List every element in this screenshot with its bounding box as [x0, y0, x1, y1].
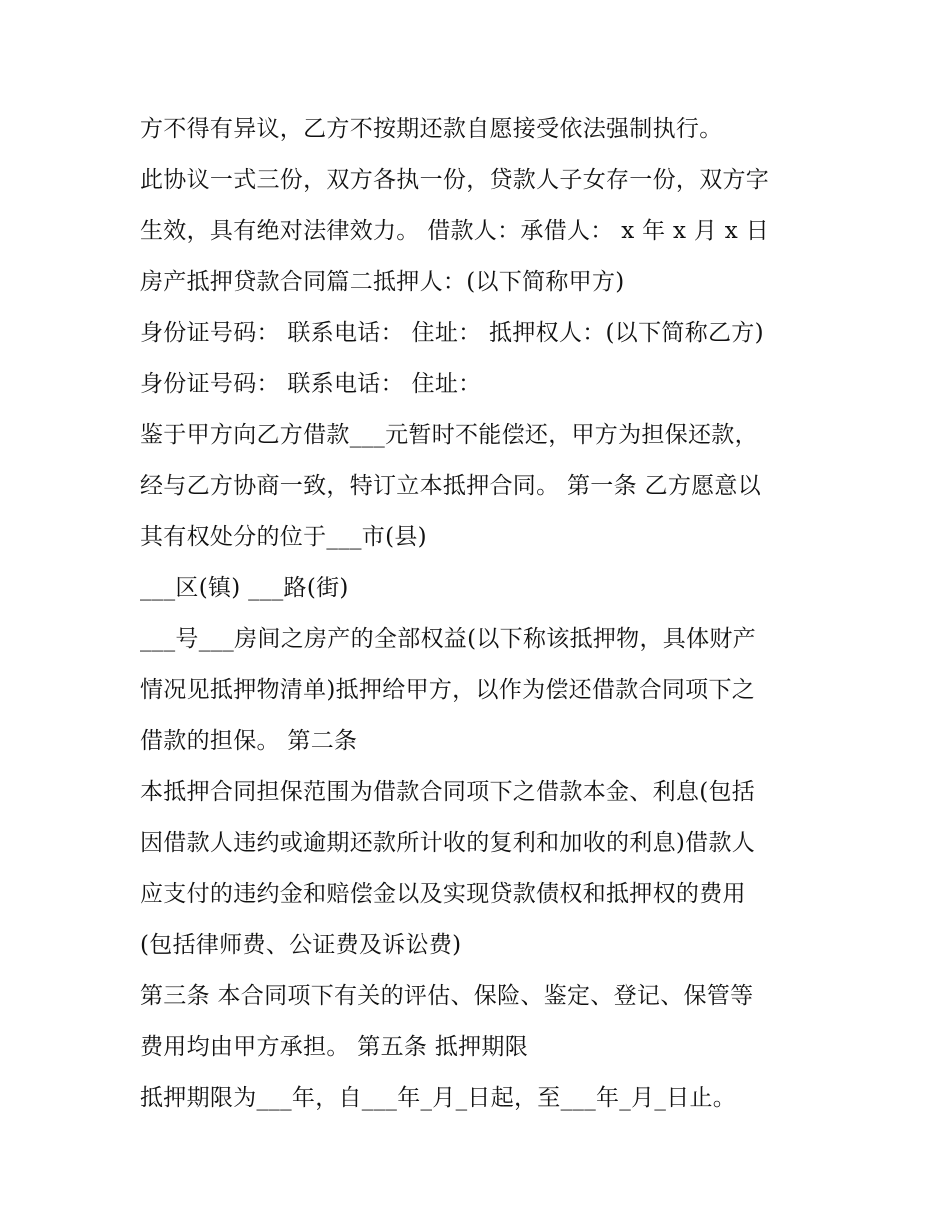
- section-heading-line: 房产抵押贷款合同篇二抵押人：(以下简称甲方): [140, 269, 625, 295]
- text-line: 情况见抵押物清单)抵押给甲方，以作为偿还借款合同项下之: [140, 677, 756, 703]
- text-line: 此协议一式三份，双方各执一份，贷款人子女存一份，双方字: [140, 167, 770, 193]
- text-line: 经与乙方协商一致，特订立本抵押合同。 第一条 乙方愿意以: [140, 473, 762, 499]
- text-line: 生效，具有绝对法律效力。 借款人：承借人： x 年 x 月 x 日: [140, 218, 769, 244]
- text-line: 抵押期限为___年，自___年_月_日起，至___年_月_日止。: [140, 1085, 737, 1111]
- text-line: 方不得有异议，乙方不按期还款自愿接受依法强制执行。: [140, 116, 723, 142]
- text-line: 因借款人违约或逾期还款所计收的复利和加收的利息)借款人: [140, 830, 756, 856]
- text-line: 鉴于甲方向乙方借款___元暂时不能偿还，甲方为担保还款，: [140, 422, 758, 448]
- text-line: 第三条 本合同项下有关的评估、保险、鉴定、登记、保管等: [140, 983, 754, 1009]
- text-line: 借款的担保。 第二条: [140, 728, 358, 754]
- text-line: 应支付的违约金和赔偿金以及实现贷款债权和抵押权的费用: [140, 881, 746, 907]
- text-line: ___区(镇) ___路(街): [140, 575, 349, 601]
- text-line: ___号___房间之房产的全部权益(以下称该抵押物，具体财产: [140, 626, 756, 652]
- text-line: 费用均由甲方承担。 第五条 抵押期限: [140, 1034, 529, 1060]
- text-line: 本抵押合同担保范围为借款合同项下之借款本金、利息(包括: [140, 779, 756, 805]
- document-body: [140, 104, 830, 1124]
- text-line: 身份证号码： 联系电话： 住址：: [140, 371, 482, 397]
- text-line: (包括律师费、公证费及诉讼费): [140, 932, 462, 958]
- text-line: 其有权处分的位于___市(县): [140, 524, 427, 550]
- text-line: 身份证号码： 联系电话： 住址： 抵押权人：(以下简称乙方): [140, 320, 764, 346]
